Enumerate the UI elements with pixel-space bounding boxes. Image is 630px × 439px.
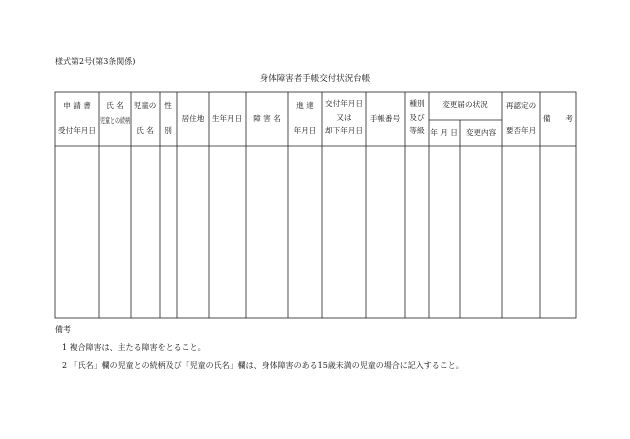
header-child-name: 氏 名 <box>136 126 154 135</box>
header-issue-date-b: 又は <box>336 113 352 122</box>
header-remarks: 備 考 <box>543 114 573 123</box>
header-application: 申 請 書 <box>63 101 91 110</box>
header-transfer-date: 年月日 <box>293 126 317 135</box>
header-residence: 居住地 <box>181 114 205 123</box>
header-class-grade-b: 及び <box>409 113 425 122</box>
form-label: 様式第2号(第3条関係) <box>55 57 136 66</box>
header-issue-date-a: 交付年月日 <box>325 99 363 108</box>
header-child: 児童の <box>133 101 157 110</box>
header-birth-date: 生年月日 <box>211 114 243 123</box>
header-change-date: 年 月 日 <box>430 128 458 137</box>
table-headers <box>58 98 573 137</box>
header-gender-b: 別 <box>164 126 172 135</box>
header-name: 氏 名 <box>106 101 124 110</box>
header-delivery-date: 受付年月日 <box>58 126 96 135</box>
header-change-content: 変更内容 <box>465 128 497 137</box>
header-handbook-no: 手帳番号 <box>369 114 401 123</box>
notes-heading: 備考 <box>55 325 71 334</box>
header-class-grade-c: 等級 <box>409 126 425 135</box>
header-issue-date-c: 却下年月日 <box>325 126 363 135</box>
header-transfer: 進 達 <box>296 101 314 110</box>
note-item-2: 2 「氏名」欄の児童との続柄及び「児童の氏名」欄は、身体障害のある15歳未満の児童の場合に記入すること。 <box>62 361 464 370</box>
header-reapproval-a: 再認定の <box>505 101 537 110</box>
header-gender-a: 性 <box>164 101 172 110</box>
document-title: 身体障害者手帳交付状況台帳 <box>259 74 371 84</box>
header-reapproval-b: 要否年月 <box>505 126 537 135</box>
header-relation: 児童との続柄 <box>100 116 146 125</box>
note-item-1: 1 複合障害は、主たる障害をとること。 <box>62 343 206 352</box>
header-class-grade-a: 種別 <box>409 99 425 108</box>
header-disability-name: 障 害 名 <box>253 114 281 123</box>
header-change-status: 変更届の状況 <box>442 100 488 109</box>
